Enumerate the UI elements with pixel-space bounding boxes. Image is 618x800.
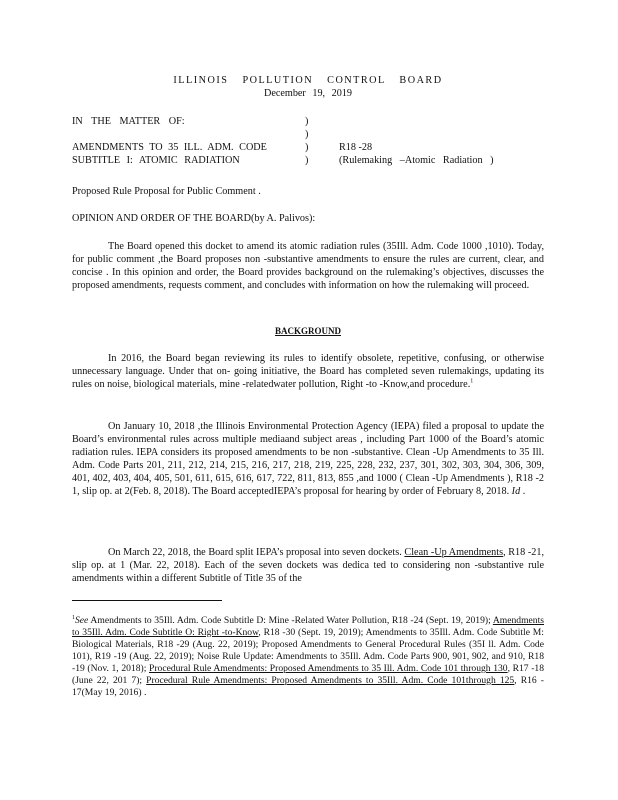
caption-paren: ) bbox=[305, 116, 309, 127]
footnote-cite-6-tail: , R17 -18 (June 22, 201 7); bbox=[72, 663, 545, 686]
footnote-see: See bbox=[75, 615, 89, 626]
footnote-cite-2-tail: , R18 -30 (Sept. 19, 2019); bbox=[258, 627, 364, 638]
caption-amendments: AMENDMENTS TO 35 ILL. ADM. CODE bbox=[72, 142, 267, 153]
footnote-cite-4: Proposed Amendments to General Procedural Rules (35I ll. Adm. Code 101) bbox=[72, 639, 544, 662]
opinion-line: OPINION AND ORDER OF THE BOARD(by A. Palivos): bbox=[72, 213, 316, 224]
section-heading bbox=[72, 325, 544, 338]
footnote-cite-7: Procedural Rule Amendments: Proposed Amendments to 35Ill. Adm. Code 101through 125 bbox=[146, 675, 515, 686]
paragraph-iepa-text: On January 10, 2018 ,the Illinois Environmental Protection Agency (IEPA) filed a proposal to update the Board’s environmental rules across multiple mediaand subject areas , including Part 1000 of the Board’s atomic radiation rules. IEPA considers its proposed amendments to be non -substantive. Clean -Up Amendments to 35 Ill. Adm. Code Parts 201, 211, 212, 214, 215, 216, 217, 218, 219, 225, 228, 232, 237, 301, 302, 303, 304, 306, 309, 401, 402, 403, 404, 405, 501, 611, 615, 616, 617, 722, 811, 813, 855 ,and 1000 ( Clean -Up Amendments ), R18 -2 1, slip op. at 2(Feb. 8, 2018). The Board acceptedIEPA’s proposal for hearing by order of February 8, 2018. bbox=[72, 421, 544, 497]
paragraph-intro: The Board opened this docket to amend its atomic radiation rules (35Ill. Adm. Code 1000 ,1010). Today, for public comment ,the Board proposes non -substantive amendments to ensure the rules are current, clear, and concise . In this opinion and order, the Board provides background on the rulemaking’s objectives, discusses the proposed amendments, requests comment, and concludes with information on how the rulemaking will proceed. bbox=[72, 241, 544, 291]
document-date: December 19, 2019 bbox=[263, 88, 353, 99]
case-caption bbox=[72, 115, 544, 167]
caption-matter: IN THE MATTER OF: bbox=[72, 116, 185, 127]
caption-paren: ) bbox=[305, 155, 309, 166]
footnote-cite-7-tail: , R16 - 17(May 19, 2016) . bbox=[72, 675, 544, 698]
footnote-cite-3-tail: , R18 -29 (Aug. 22, 2019); bbox=[151, 639, 259, 650]
cleanup-citation: Clean -Up Amendments bbox=[404, 547, 504, 558]
paragraph-background bbox=[72, 352, 544, 391]
caption-paren: ) bbox=[305, 129, 309, 140]
caption-docket: R18 -28 bbox=[339, 142, 373, 153]
footnote-cite-5-tail: , R18 -19 (Nov. 1, 2018); bbox=[72, 651, 544, 674]
footnote-cite-1: Amendments to 35Ill. Adm. Code Subtitle D: Mine -Related Water Pollution bbox=[90, 615, 387, 626]
footnote-cite-4-tail: , R19 -19 (Aug. 22, 2019); bbox=[89, 651, 195, 662]
footnote-cite-6: Procedural Rule Amendments: Proposed Amendments to 35 Ill. Adm. Code 101 through 130 bbox=[149, 663, 508, 674]
paragraph-split bbox=[72, 546, 544, 585]
footnote-cite-3: Amendments to 35Ill. Adm. Code Subtitle M: Biological Materials bbox=[72, 627, 544, 650]
id-cite: Id bbox=[511, 486, 521, 497]
footnote-rule bbox=[72, 600, 222, 601]
footnote-ref: 1 bbox=[470, 378, 474, 385]
document-header bbox=[72, 74, 544, 100]
footnote-marker: 1 bbox=[72, 614, 75, 621]
paragraph-background-text: In 2016, the Board began reviewing its rules to identify obsolete, repetitive, confusing, or otherwise unnecessary language. Under that on- going initiative, the Board has completed seven rulemakings, updating its rules on noise, biological materials, mine -relatedwater pollution, Right -to -Know,and procedure. bbox=[72, 353, 544, 390]
caption-paren: ) bbox=[305, 142, 309, 153]
paragraph-iepa: On January 10, 2018 ,the Illinois Environmental Protection Agency (IEPA) filed a proposal to update the Board’s environmental rules across multiple mediaand subject areas , including Part 1000 of the Board’s atomic radiation rules. IEPA considers its proposed amendments to be non -substantive. Clean -Up Amendments to 35 Ill. Adm. Code Parts 201, 211, 212, 214, 215, 216, 217, 218, 219, 225, 228, 232, 237, 301, 302, 303, 304, 306, 309, 401, 402, 403, 404, 405, 501, 611, 615, 616, 617, 722, 811, 813, 855 ,and 1000 ( Clean -Up Amendments ), R18 -2 1, slip op. at 2(Feb. 8, 2018). The Board acceptedIEPA’s proposal for hearing by order of February 8, 2018. Id . bbox=[72, 421, 544, 497]
footnote-cite-2: Amendments to 35Ill. Adm. Code Subtitle O: Right -to-Know bbox=[72, 615, 545, 638]
background-heading: BACKGROUND bbox=[274, 326, 341, 336]
footnote bbox=[72, 615, 544, 699]
paragraph-split-end: , R18 -21, slip op. at 1 (Mar. 22, 2018). Each of the seven dockets was dedica ted to considering non -substantive rule amendments within a different Subtitle of Title 35 of the bbox=[72, 547, 545, 584]
board-name: ILLINOIS POLLUTION CONTROL BOARD bbox=[173, 75, 443, 86]
paragraph-split-start: On March 22, 2018, the Board split IEPA’s proposal into seven dockets. bbox=[108, 547, 402, 558]
caption-subtitle: SUBTITLE I: ATOMIC RADIATION bbox=[72, 155, 240, 166]
caption-rulemaking: (Rulemaking –Atomic Radiation ) bbox=[339, 155, 494, 166]
proposal-line: Proposed Rule Proposal for Public Comment . bbox=[72, 186, 261, 197]
footnote-cite-5: Noise Rule Update: Amendments to 35Ill. Adm. Code Parts 900, 901, 902, and 910 bbox=[197, 651, 523, 662]
footnote-cite-1-tail: , R18 -24 (Sept. 19, 2019); bbox=[386, 615, 491, 626]
